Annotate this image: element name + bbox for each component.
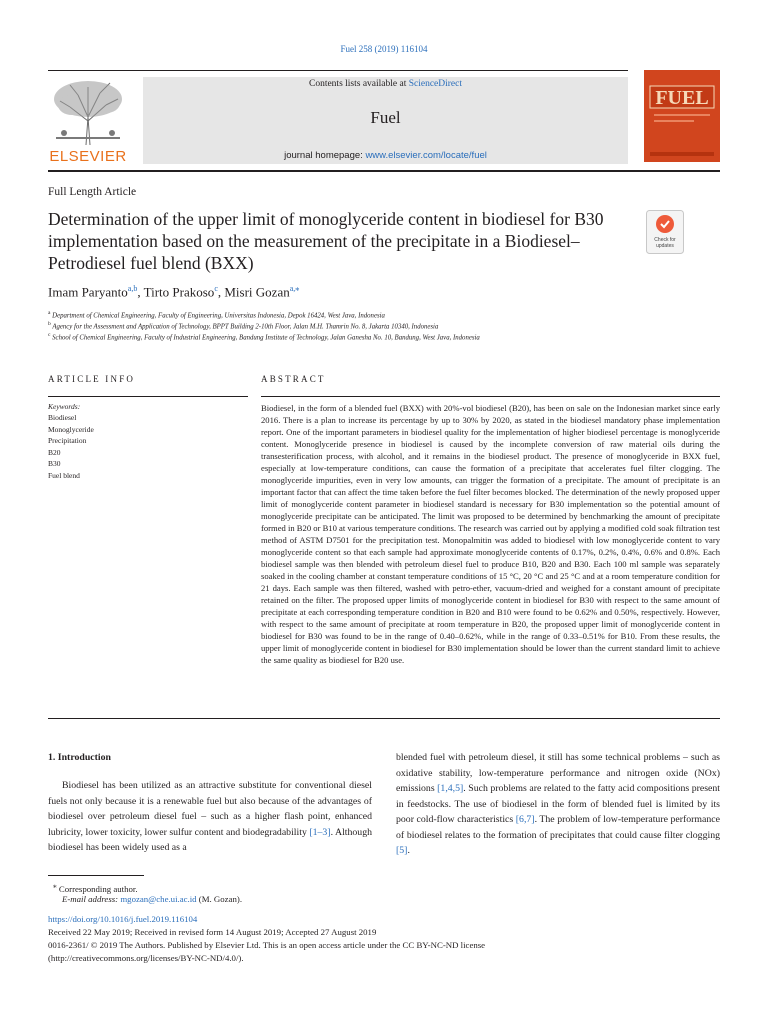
keyword-item: B20 bbox=[48, 447, 61, 457]
intro-text: . Such problems are related to the fatty acid compositions present in feedstocks. The use of biodiesel in the form of blended fuel is limited by its poor cold-flow characteristics bbox=[396, 783, 720, 825]
abstract-body: Biodiesel, in the form of a blended fuel (BXX) with 20%-vol biodiesel (B20), has been on sale on the Indonesian market since early 2016. There is a plan to increase its percentage by up to 30% by 2020, as stated in the biodiesel mandatory phase implementation report. One of the important parameters in biodiesel quality for the implementation of higher biodiesel percentage is monoglyceride content. Monoglyceride presence in biodiesel is caused by the incomplete conversion of raw material oils during the transesterification process, with alcohol, and it remains in the biodiesel product. The presence of monoglyceride in BXX fuel, especially at low-temperature conditions, can cause the formation of a precipitate that accelerates fuel filter clogging. The monoglyceride impurities, even in very low amounts, can trigger the formation of a precipitate. The amount of precipitate is an important factor that can affect the time taken before the fuel filter becomes blocked. The determination of the newly proposed upper limit of monoglyceride content parameter in biodiesel standard is necessary for B30 implementation so the potential amount of monoglyceride precipitate can be anticipated. The limit was proposed to be determined by benchmarking the amount of precipitate formed in B20 or B10 at various temperature conditions. The research was carried out by applying a modified cold soak filtration test method of ASTM D7501 for the precipitation test. Monopalmitin was added to biodiesel with low monoglyceride content to vary monoglyceride content so that each sample had approximate monoglyceride contents of 0.17%, 0.2%, 0.4%, 0.6% and 0.8%. Each biodiesel sample was then blended with petroleum diesel fuel to produce B10, B20 and B30. Each 100 ml sample was separately soaked in the cooling chamber at constant temperature conditions of 15 °C, 20 °C and 25 °C and at a room temperature condition for 21 days. Each sample was then filtered, washed with petro-ether, vacuum-dried and weighed for a constant amount of precipitate retained on the filter. The proposed upper limits of monoglyceride content in biodiesel for B30 with respect to the same amount of precipitate at each corresponding temperature condition in B20 and B10 were found to be 0.62% and 0.50%, respectively. However, with respect to the same amount of precipitate at room temperature in B20, the proposed upper limit of monoglyceride content in biodiesel for B30 was found to be in the range of 0.40–0.62%, while in the range of 0.33–0.51% for B10. From these results, the upper limit of monoglyceride content in biodiesel for B30 implementation should be lower than the current standard limit to achieve the same quality as biodiesel for B20 use. bbox=[261, 403, 721, 665]
homepage-prefix: journal homepage: bbox=[284, 150, 366, 161]
email-label: E-mail address: bbox=[62, 894, 119, 904]
reference-link[interactable]: [1,4,5] bbox=[437, 783, 464, 794]
abstract-end-rule bbox=[48, 718, 720, 719]
license-url: (http://creativecommons.org/licenses/BY-NC-ND/4.0/). bbox=[48, 953, 244, 963]
cover-title: FUEL bbox=[655, 87, 709, 109]
keyword-item: Monoglyceride bbox=[48, 424, 94, 434]
doi-link[interactable]: https://doi.org/10.1016/j.fuel.2019.116104 bbox=[48, 914, 198, 924]
affiliation-mark: b bbox=[48, 321, 51, 327]
elsevier-wordmark: ELSEVIER bbox=[49, 148, 127, 165]
corresponding-mark: ⁎ bbox=[53, 881, 57, 890]
check-for-updates-badge[interactable] bbox=[646, 210, 684, 254]
intro-text: . Although biodiesel has been widely used as a bbox=[48, 826, 373, 853]
author-affiliation-mark[interactable]: c bbox=[214, 284, 218, 293]
introduction-paragraph-left bbox=[48, 778, 372, 856]
reference-link[interactable]: [6,7] bbox=[515, 814, 535, 825]
contents-prefix: Contents lists available at bbox=[308, 79, 409, 89]
affiliation-text: Department of Chemical Engineering, Faculty of Engineering, Universitas Indonesia, Depok 16424, West Java, Indonesia bbox=[52, 312, 385, 320]
keywords-list bbox=[48, 412, 94, 481]
intro-text: blended fuel with petroleum diesel, it still has some technical problems – such as oxidative stability, low-temperature performance and nitrogen oxide (NOx) emissions bbox=[396, 752, 720, 794]
journal-name: Fuel bbox=[370, 108, 401, 127]
author-name: Misri Gozan bbox=[224, 284, 290, 300]
reference-link[interactable]: [1–3] bbox=[309, 826, 331, 838]
email-link[interactable]: mgozan@che.ui.ac.id bbox=[120, 894, 197, 904]
email-footnote bbox=[62, 894, 242, 904]
affiliation-text: School of Chemical Engineering, Faculty of Industrial Engineering, Bandung Institute of Technology, Jalan Ganesha No. 10, Bandung, West Java, Indonesia bbox=[52, 334, 480, 342]
copyright-notice: 0016-2361/ © 2019 The Authors. Published by Elsevier Ltd. This is an open access article under the CC BY-NC-ND license bbox=[48, 940, 486, 950]
keyword-item: Fuel blend bbox=[48, 470, 80, 480]
affiliation bbox=[48, 321, 438, 330]
journal-citation[interactable]: Fuel 258 (2019) 116104 bbox=[340, 44, 428, 54]
sciencedirect-link[interactable]: ScienceDirect bbox=[408, 79, 462, 89]
article-type: Full Length Article bbox=[48, 186, 137, 198]
affiliation-mark: a bbox=[48, 310, 51, 316]
svg-text:updates: updates bbox=[656, 243, 674, 249]
article-title: Determination of the upper limit of monoglyceride content in biodiesel for B30 implementation based on the measurement of the precipitate in a Biodiesel–Petrodiesel fuel blend (BXX) bbox=[48, 209, 604, 273]
journal-cover-image bbox=[644, 70, 720, 162]
corresponding-author-note bbox=[53, 881, 138, 894]
intro-text: Biodiesel has been utilized as an attractive substitute for conventional diesel fuels not only because it is a renewable fuel but also because of the advantages of biodiesel over petroleum diesel fuel – such as a higher flash point, enhanced lubricity, lower toxicity, lower sulfur content and biodegradability bbox=[48, 780, 372, 838]
author-separator: , bbox=[217, 284, 225, 300]
contents-availability-line bbox=[143, 79, 628, 89]
article-info-heading: ARTICLE INFO bbox=[48, 374, 136, 384]
svg-text:Check for: Check for bbox=[654, 237, 676, 243]
author-affiliation-mark[interactable]: a,b bbox=[127, 284, 138, 293]
author-affiliation-mark[interactable]: a,⁎ bbox=[289, 284, 300, 293]
author-separator: , bbox=[137, 284, 144, 300]
keyword-item: B30 bbox=[48, 459, 61, 468]
keyword-item: Biodiesel bbox=[48, 413, 77, 422]
affiliation-mark: c bbox=[48, 332, 51, 338]
affiliation-text: Agency for the Assessment and Application of Technology, BPPT Building 2-10th Floor, Jalan M.H. Thamrin No. 8, Jakarta 10340, Indonesia bbox=[52, 323, 439, 331]
intro-text: . The problem of low-temperature performance of biodiesel relates to the formation of precipitates that could cause filter clogging bbox=[396, 814, 720, 841]
section-heading-introduction: 1. Introduction bbox=[48, 752, 111, 763]
keywords-label: Keywords: bbox=[48, 402, 81, 411]
abstract-heading-rule bbox=[261, 396, 720, 397]
journal-homepage-link[interactable]: www.elsevier.com/locate/fuel bbox=[365, 150, 487, 161]
article-info-rule bbox=[48, 396, 248, 397]
email-owner: (M. Gozan). bbox=[196, 894, 243, 904]
author-name: Tirto Prakoso bbox=[143, 284, 215, 300]
corresponding-text: Corresponding author. bbox=[56, 883, 138, 894]
keyword-item: Precipitation bbox=[48, 436, 87, 445]
introduction-paragraph-right bbox=[396, 750, 720, 859]
abstract-heading: ABSTRACT bbox=[261, 374, 326, 384]
check-updates-icon bbox=[656, 215, 674, 233]
footnote-rule bbox=[48, 875, 144, 876]
author-list bbox=[48, 284, 299, 300]
reference-link[interactable]: [5] bbox=[396, 845, 408, 856]
author-name: Imam Paryanto bbox=[48, 284, 128, 300]
intro-text: . bbox=[407, 845, 410, 856]
affiliation bbox=[48, 332, 480, 341]
header-top-rule bbox=[48, 70, 628, 71]
journal-homepage-line bbox=[143, 150, 628, 161]
received-dates: Received 22 May 2019; Received in revised form 14 August 2019; Accepted 27 August 2019 bbox=[48, 927, 377, 937]
affiliation bbox=[48, 310, 385, 319]
header-bottom-rule bbox=[48, 170, 720, 172]
